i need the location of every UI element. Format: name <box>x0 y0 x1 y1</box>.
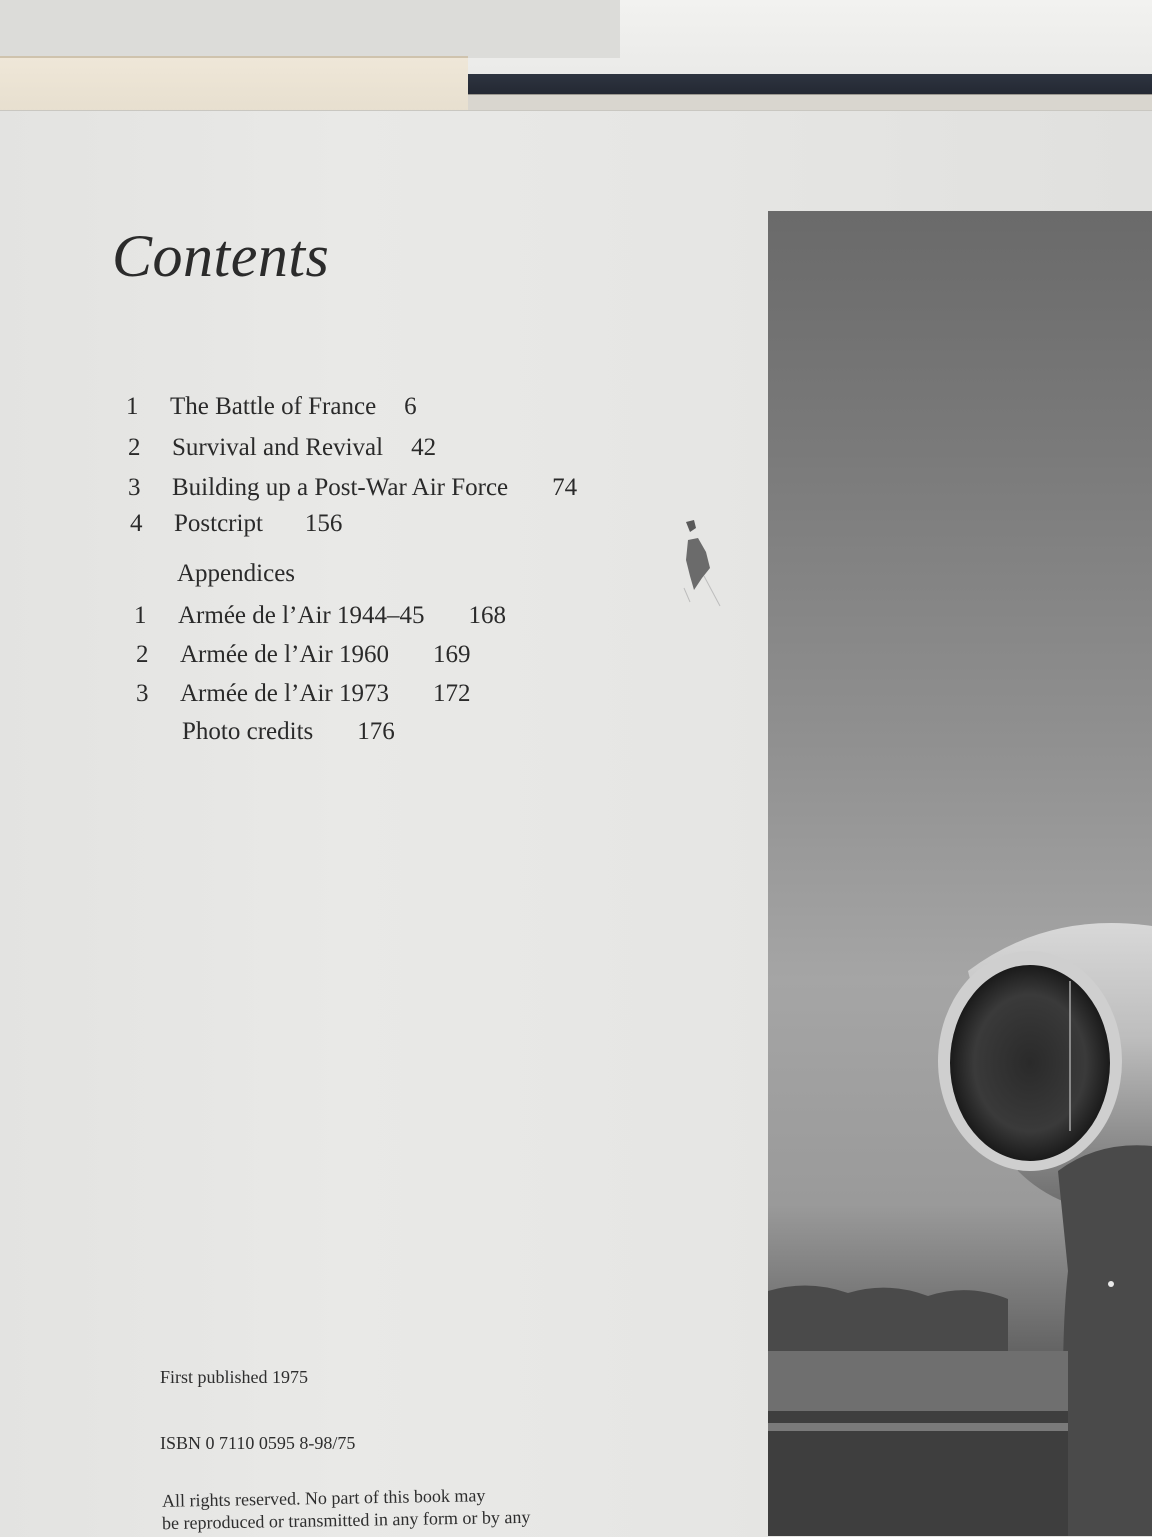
entry-number: 1 <box>134 602 147 629</box>
entry-title: Armée de l’Air 1944–45 <box>178 602 425 629</box>
entry-page: 74 <box>552 474 578 501</box>
toc-entry <box>138 718 395 746</box>
entry-page: 168 <box>468 602 506 629</box>
first-published: First published 1975 <box>160 1367 309 1387</box>
entry-title: Armée de l’Air 1960 <box>180 641 389 668</box>
entry-page: 42 <box>411 434 437 461</box>
entry-number: 2 <box>128 434 141 461</box>
toc-entry <box>136 680 470 708</box>
entry-number: 1 <box>126 393 139 420</box>
toc-entry <box>128 434 436 462</box>
contents-title: Contents <box>112 223 330 289</box>
tape-strip <box>0 56 468 112</box>
entry-page: 172 <box>432 680 471 707</box>
rights-line: be reproduced or transmitted in any form or by any <box>161 1506 531 1534</box>
entry-title: The Battle of France <box>170 393 377 420</box>
underlying-sheet <box>0 0 620 58</box>
entry-title: Survival and Revival <box>172 434 384 461</box>
entry-number: 4 <box>130 510 143 537</box>
rights-line: All rights reserved. No part of this book may <box>161 1485 486 1511</box>
entry-number: 2 <box>136 641 149 668</box>
toc-entry <box>128 474 577 502</box>
entry-title: Armée de l’Air 1973 <box>180 680 389 707</box>
entry-page: 169 <box>432 641 471 668</box>
paper-tear-mark <box>680 518 730 608</box>
appendices-heading: Appendices <box>177 560 296 587</box>
entry-title: Postcript <box>174 510 263 537</box>
toc-entry <box>126 393 417 421</box>
entry-title: Photo credits <box>182 718 314 745</box>
entry-page: 156 <box>304 510 343 537</box>
toc-entry <box>130 510 342 538</box>
toc-entry <box>134 602 506 630</box>
entry-page: 6 <box>404 393 417 420</box>
entry-title: Building up a Post-War Air Force <box>172 474 509 501</box>
entry-number: 3 <box>128 474 141 501</box>
aircraft-photo <box>768 211 1152 1536</box>
toc-entry <box>136 641 470 669</box>
isbn: ISBN 0 7110 0595 8-98/75 <box>160 1433 356 1453</box>
entry-page: 176 <box>357 718 395 745</box>
entry-number: 3 <box>136 680 149 707</box>
binding-edge <box>468 94 1152 111</box>
